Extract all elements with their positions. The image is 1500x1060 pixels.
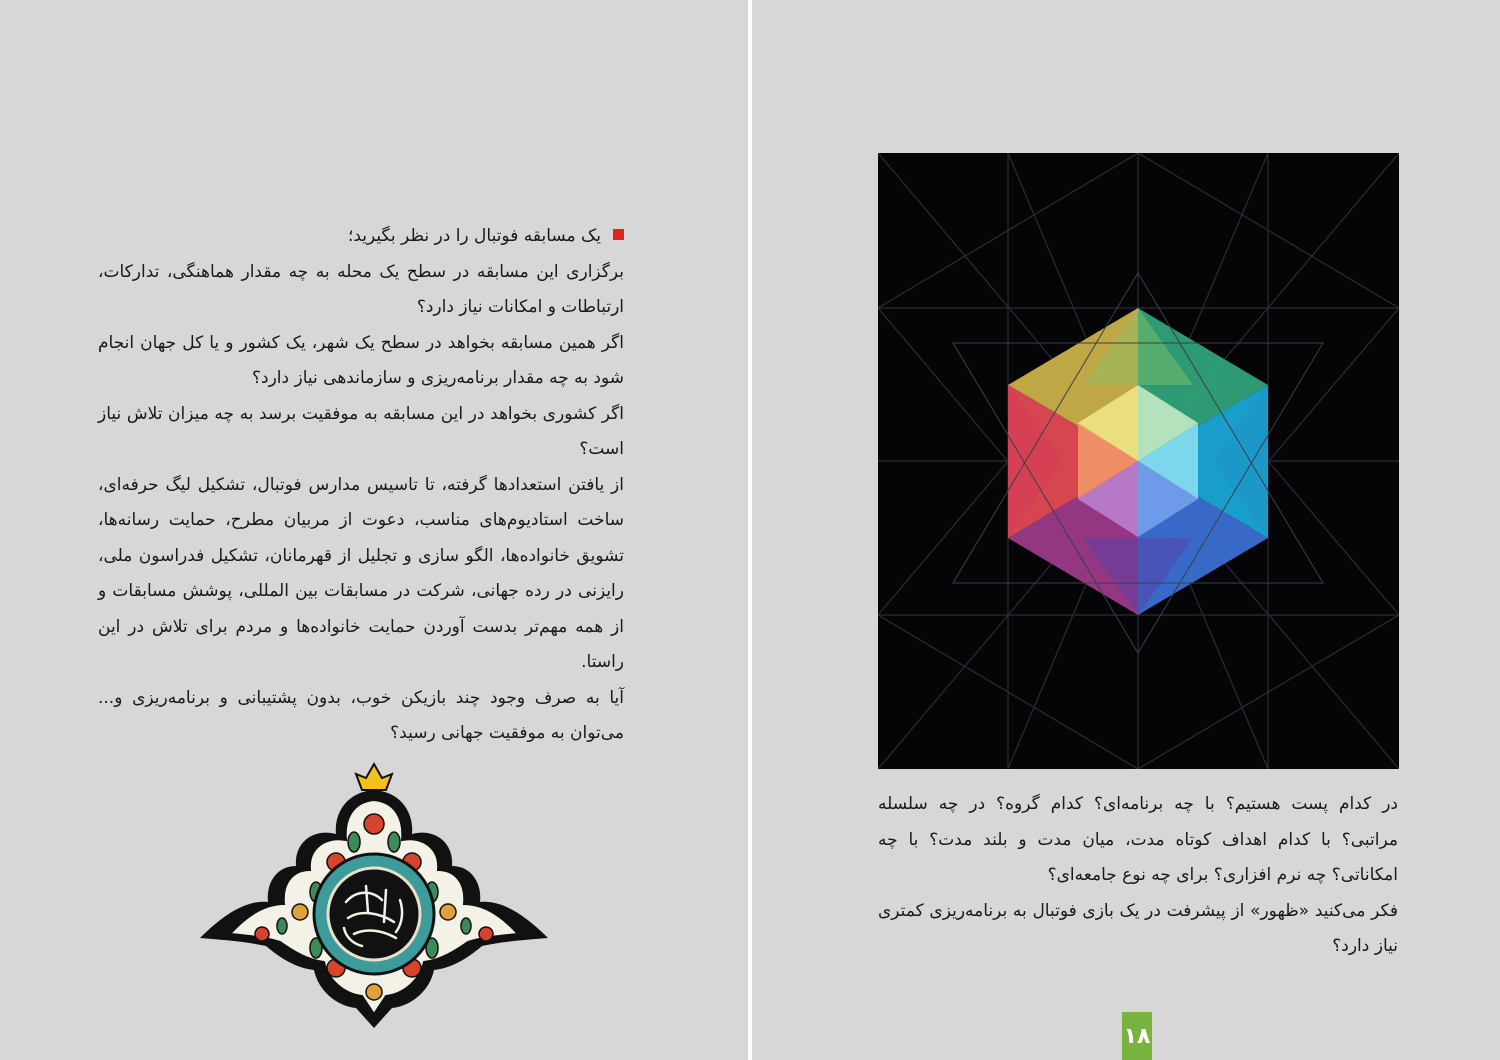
- geometric-star-artwork: [878, 153, 1399, 769]
- intro-line: [98, 219, 624, 255]
- paragraph-position-questions: در کدام پست هستیم؟ با چه برنامه‌ای؟ کدام گروه؟ در چه سلسله مراتبی؟ با کدام اهداف کوتاه مدت، میان مدت و بلند مدت؟ با چه امکاناتی؟ چه نرم افزاری؟ برای چه نوع جامعه‌ای؟: [878, 794, 1398, 885]
- paragraph-city-country: اگر همین مسابقه بخواهد در سطح یک شهر، یک کشور و یا کل جهان انجام شود به چه مقدار برنامه‌ریزی و سازماندهی نیاز دارد؟: [98, 332, 624, 388]
- paragraph-neighborhood: برگزاری این مسابقه در سطح یک محله به چه مقدار هماهنگی، تدارکات، ارتباطات و امکانات نیاز دارد؟: [98, 261, 624, 317]
- right-body-text: [878, 787, 1398, 965]
- paragraph-country-success: اگر کشوری بخواهد در این مسابقه به موفقیت برسد به چه میزان تلاش نیاز است؟: [98, 403, 624, 459]
- left-body-text: [98, 219, 624, 752]
- islamic-ornament-illustration: [196, 762, 552, 1030]
- ornament-icon: [196, 762, 552, 1030]
- red-square-bullet-icon: [613, 229, 624, 240]
- paragraph-question: آیا به صرف وجود چند بازیکن خوب، بدون پشتیبانی و برنامه‌ریزی و... می‌توان به موفقیت جهانی رسید؟: [98, 687, 624, 743]
- right-page: [752, 0, 1500, 1060]
- hexagram-art-icon: [878, 153, 1399, 769]
- left-page: [0, 0, 748, 1060]
- paragraph-requirements: از یافتن استعدادها گرفته، تا تاسیس مدارس فوتبال، تشکیل لیگ حرفه‌ای، ساخت استادیوم‌های مناسب، دعوت از مربیان مطرح، حمایت رسانه‌ها، تشویق خانواده‌ها، الگو سازی و تجلیل از قهرمانان، تشکیل فدراسون ملی، رایزنی در رده جهانی، شرکت در مسابقات بین المللی، پوشش مسابقات و از همه مهم‌تر بدست آوردن حمایت خانواده‌ها و مردم برای تلاش در این راستا.: [98, 474, 624, 672]
- intro-text: یک مسابقه فوتبال را در نظر بگیرید؛: [347, 226, 601, 246]
- paragraph-zuhur-question: فکر می‌کنید «ظهور» از پیشرفت در یک بازی فوتبال به برنامه‌ریزی کمتری نیاز دارد؟: [878, 900, 1398, 956]
- page-number: ۱۸: [1122, 1012, 1152, 1060]
